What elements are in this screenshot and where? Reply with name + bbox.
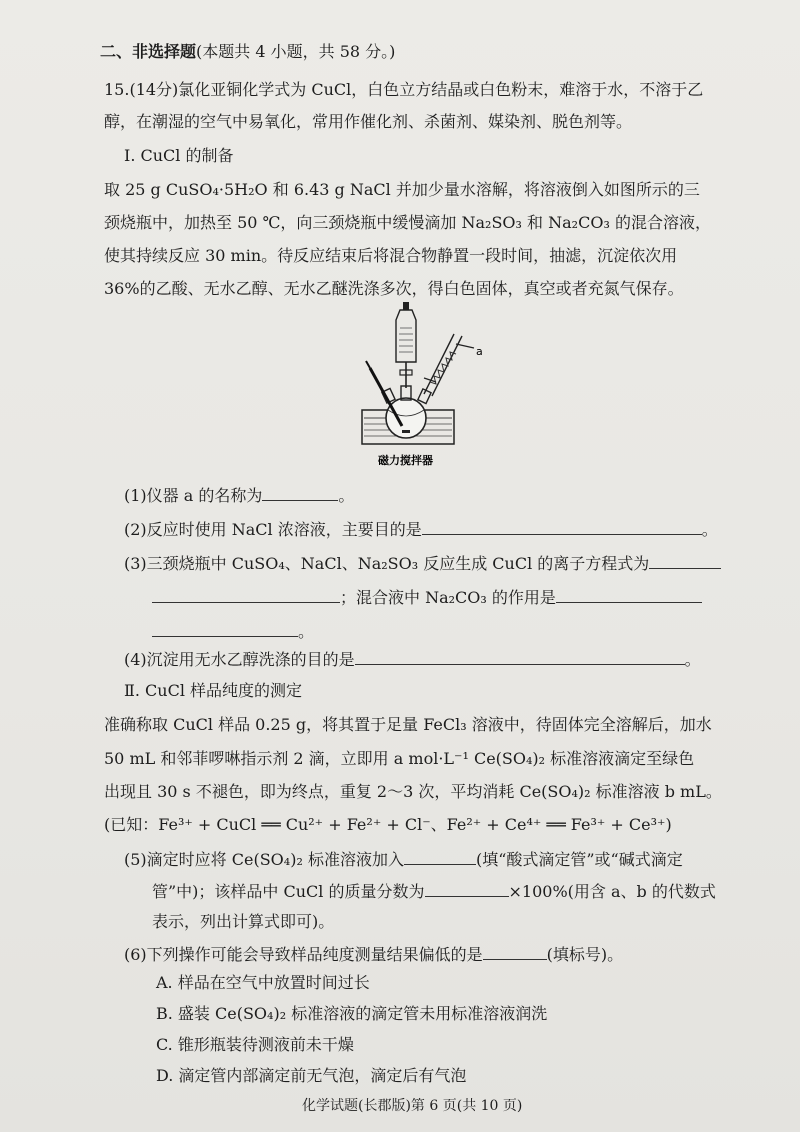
- answer-blank-3d[interactable]: [152, 620, 298, 637]
- section-title: 二、非选择题: [100, 42, 197, 61]
- option-b: B. 盛装 Ce(SO₄)₂ 标准溶液的滴定管未用标准溶液润洗: [156, 1004, 548, 1023]
- sub5-line-2: 管”中)；该样品中 CuCl 的质量分数为 ×100%(用含 a、b 的代数式: [152, 882, 716, 901]
- q15-intro-line-2: 醇，在潮湿的空气中易氧化，常用作催化剂、杀菌剂、媒染剂、脱色剂等。: [104, 112, 633, 131]
- part1-title: Ⅰ. CuCl 的制备: [124, 146, 234, 165]
- sub5-line-3: 表示，列出计算式即可)。: [152, 912, 335, 931]
- sub6: (6)下列操作可能会导致样品纯度测量结果偏低的是 (填标号)。: [124, 945, 624, 964]
- sub2: (2)反应时使用 NaCl 浓溶液，主要目的是 。: [124, 520, 718, 539]
- sub3-line-2: ；混合液中 Na₂CO₃ 的作用是: [152, 586, 702, 608]
- label-a: a: [476, 345, 483, 358]
- answer-blank-2[interactable]: [422, 518, 702, 535]
- sub3-line-1: (3)三颈烧瓶中 CuSO₄、NaCl、Na₂SO₃ 反应生成 CuCl 的离子方程式为: [124, 552, 721, 574]
- option-d: D. 滴定管内部滴定前无气泡，滴定后有气泡: [156, 1066, 467, 1085]
- section-heading: [100, 42, 395, 62]
- part1-text-line-4: 36%的乙酸、无水乙醇、无水乙醚洗涤多次，得白色固体，真空或者充氮气保存。: [104, 279, 684, 298]
- sub3-line-3: 。: [152, 620, 314, 642]
- part1-text-line-2: 颈烧瓶中，加热至 50 ℃，向三颈烧瓶中缓慢滴加 Na₂SO₃ 和 Na₂CO₃ 的混合溶液，: [104, 213, 711, 232]
- sub1: (1)仪器 a 的名称为 。: [124, 486, 355, 505]
- answer-blank-4[interactable]: [355, 648, 685, 665]
- part2-known-reactions: (已知：Fe³⁺ + CuCl ══ Cu²⁺ + Fe²⁺ + Cl⁻、Fe²⁺ + Ce⁴⁺ ══ Fe³⁺ + Ce³⁺): [104, 815, 672, 834]
- q15-intro-line-1: 15.(14分)氯化亚铜化学式为 CuCl，白色立方结晶或白色粉末，难溶于水，不溶于乙: [104, 80, 704, 99]
- figure-caption: 磁力搅拌器: [378, 454, 433, 467]
- part1-text-line-3: 使其持续反应 30 min。待反应结束后将混合物静置一段时间，抽滤，沉淀依次用: [104, 246, 678, 265]
- answer-blank-5b[interactable]: [425, 880, 509, 897]
- option-a: A. 样品在空气中放置时间过长: [156, 973, 370, 992]
- part2-text-line-3: 出现且 30 s 不褪色，即为终点，重复 2～3 次，平均消耗 Ce(SO₄)₂ 标准溶液 b mL。: [104, 782, 722, 801]
- answer-blank-3a[interactable]: [649, 552, 721, 569]
- section-note: (本题共 4 小题，共 58 分。): [196, 42, 396, 61]
- part2-text-line-1: 准确称取 CuCl 样品 0.25 g，将其置于足量 FeCl₃ 溶液中，待固体完全溶解后，加水: [104, 715, 712, 734]
- answer-blank-3b[interactable]: [152, 586, 340, 603]
- part2-text-line-2: 50 mL 和邻菲啰啉指示剂 2 滴，立即用 a mol·L⁻¹ Ce(SO₄)₂ 标准溶液滴定至绿色: [104, 749, 695, 768]
- thermometer: [366, 361, 402, 426]
- part1-text-line-1: 取 25 g CuSO₄·5H₂O 和 6.43 g NaCl 并加少量水溶解，将溶液倒入如图所示的三: [104, 180, 700, 199]
- answer-blank-6[interactable]: [483, 943, 547, 960]
- condenser-a: [424, 334, 474, 396]
- part2-title: Ⅱ. CuCl 样品纯度的测定: [124, 681, 303, 700]
- option-c: C. 锥形瓶装待测液前未干燥: [156, 1035, 354, 1054]
- page-footer: 化学试题(长郡版)第 6 页(共 10 页): [302, 1098, 523, 1114]
- dropping-funnel: [396, 302, 416, 388]
- answer-blank-1[interactable]: [262, 484, 338, 501]
- apparatus-figure: [340, 298, 490, 470]
- answer-blank-5a[interactable]: [404, 848, 476, 865]
- q15-number: 15.: [104, 80, 130, 99]
- sub4: (4)沉淀用无水乙醇洗涤的目的是 。: [124, 650, 701, 669]
- answer-blank-3c[interactable]: [556, 586, 702, 603]
- sub5-line-1: (5)滴定时应将 Ce(SO₄)₂ 标准溶液加入 (填“酸式滴定管”或“碱式滴定: [124, 850, 683, 869]
